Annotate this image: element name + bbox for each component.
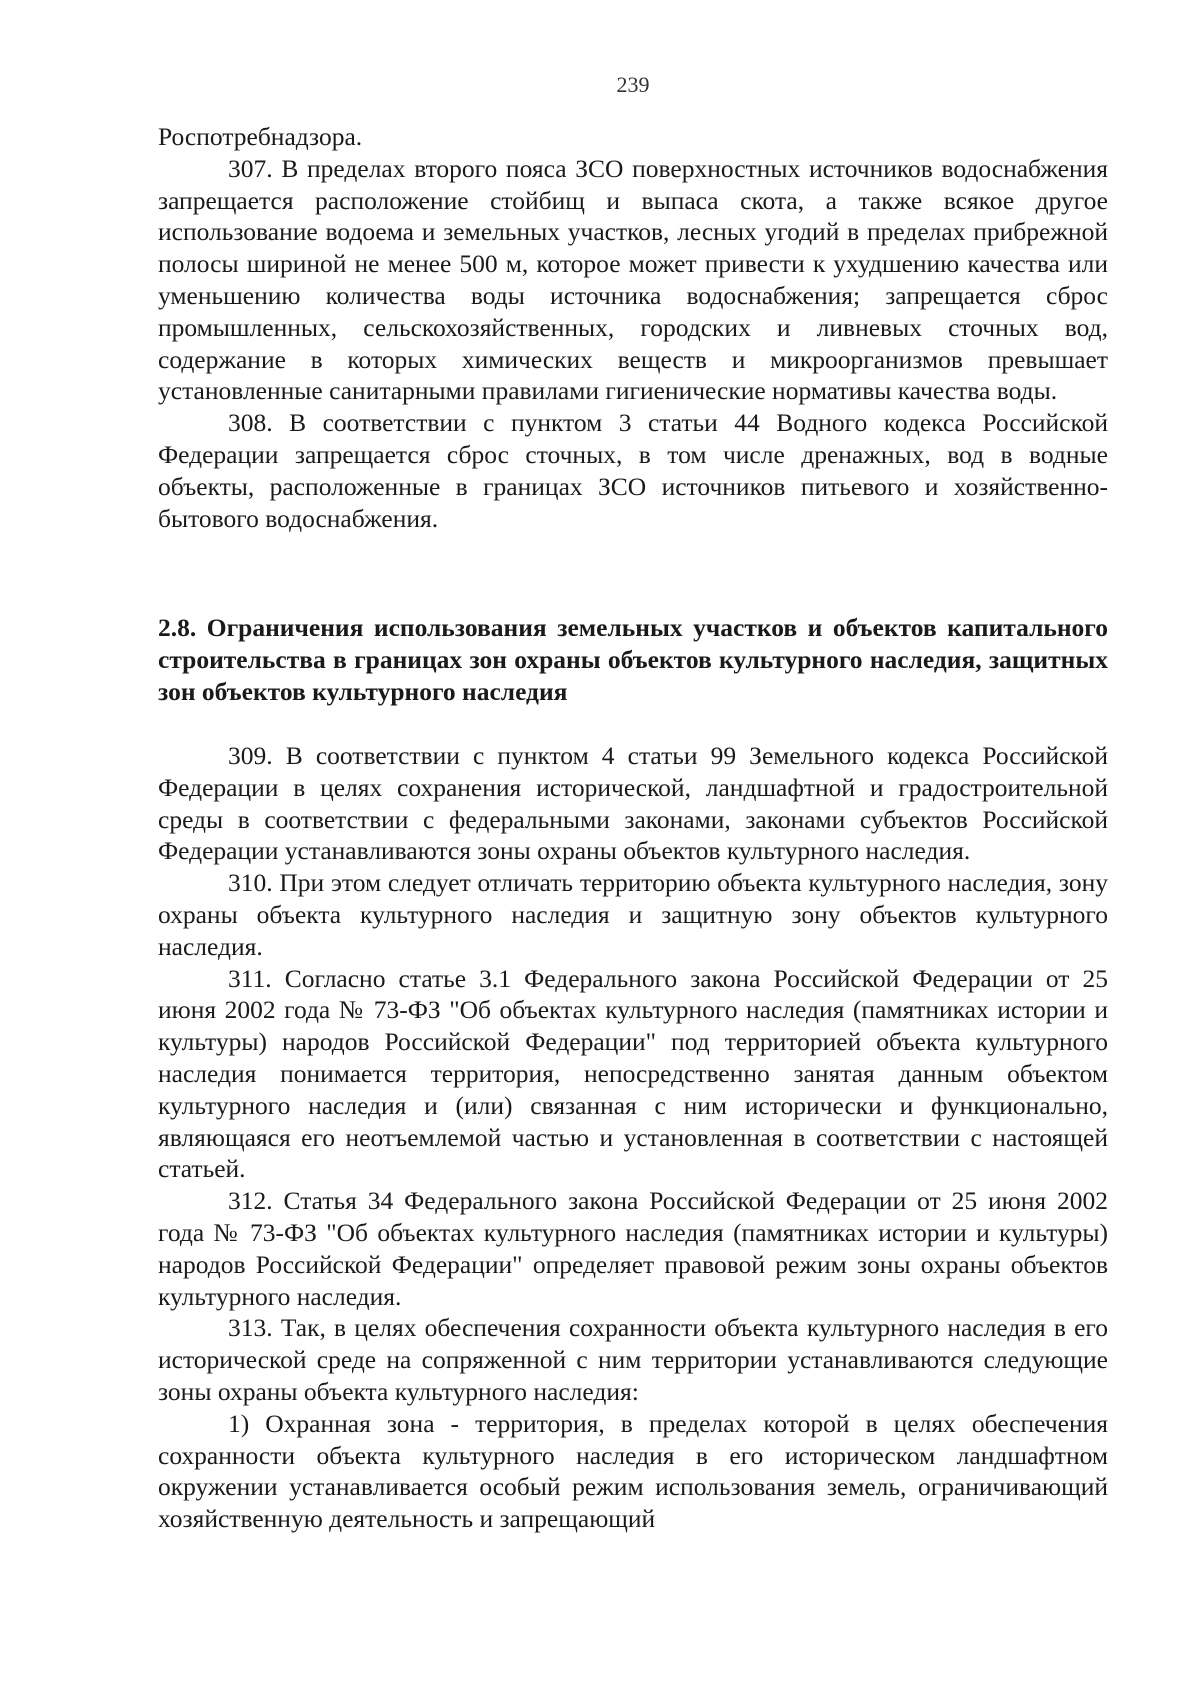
page-number: 239 bbox=[616, 72, 650, 97]
paragraph-309: 309. В соответствии с пунктом 4 статьи 99 Земельного кодекса Российской Федерации в целях сохранения исторической, ландшафтной и градостроительной среды в соответствии с федеральными законами, законами субъектов Российской Федерации устанавливаются зоны охраны объектов культурного наследия. bbox=[158, 741, 1108, 866]
paragraph-310: 310. При этом следует отличать территорию объекта культурного наследия, зону охраны объекта культурного наследия и защитную зону объектов культурного наследия. bbox=[158, 868, 1108, 961]
section-heading: 2.8. Ограничения использования земельных участков и объектов капитального строительства в границах зон охраны объектов культурного наследия, защитных зон объектов культурного наследия bbox=[158, 613, 1108, 706]
paragraph-307: 307. В пределах второго пояса ЗСО поверхностных источников водоснабжения запрещается расположение стойбищ и выпаса скота, а также всякое другое использование водоема и земельных участков, лесных угодий в пределах прибрежной полосы шириной не менее 500 м, которое может привести к ухудшению качества или уменьшению количества воды источника водоснабжения; запрещается сброс промышленных, сельскохозяйственных, городских и ливневых сточных вод, содержание в которых химических веществ и микроорганизмов превышает установленные санитарными правилами гигиенические нормативы качества воды. bbox=[158, 153, 1108, 406]
paragraph-continuation: Роспотребнадзора. bbox=[158, 122, 363, 151]
section-heading-block bbox=[158, 612, 1108, 707]
paragraph-313: 313. Так, в целях обеспечения сохранности объекта культурного наследия в его исторической среде на сопряженной с ним территории устанавливаются следующие зоны охраны объекта культурного наследия: bbox=[158, 1313, 1108, 1406]
text-block-cultural-heritage bbox=[158, 740, 1108, 1535]
paragraph-312: 312. Статья 34 Федерального закона Российской Федерации от 25 июня 2002 года № 73-ФЗ "Об объектах культурного наследия (памятниках истории и культуры) народов Российской Федерации" определяет правовой режим зоны охраны объектов культурного наследия. bbox=[158, 1186, 1108, 1311]
list-item-1: 1) Охранная зона - территория, в пределах которой в целях обеспечения сохранности объекта культурного наследия в его историческом ландшафтном окружении устанавливается особый режим использования земель, ограничивающий хозяйственную деятельность и запрещающий bbox=[158, 1408, 1108, 1534]
text-block-water-protection bbox=[158, 121, 1108, 534]
paragraph-311: 311. Согласно статье 3.1 Федерального закона Российской Федерации от 25 июня 2002 года № 73-ФЗ "Об объектах культурного наследия (памятниках истории и культуры) народов Российской Федерации" под территорией объекта культурного наследия понимается территория, непосредственно занятая данным объектом культурного наследия и (или) связанная с ним исторически и функционально, являющаяся его неотъемлемой частью и установленная в соответствии с настоящей статьей. bbox=[158, 963, 1108, 1184]
paragraph-308: 308. В соответствии с пунктом 3 статьи 44 Водного кодекса Российской Федерации запрещается сброс сточных, в том числе дренажных, вод в водные объекты, расположенные в границах ЗСО источников питьевого и хозяйственно-бытового водоснабжения. bbox=[158, 408, 1108, 533]
